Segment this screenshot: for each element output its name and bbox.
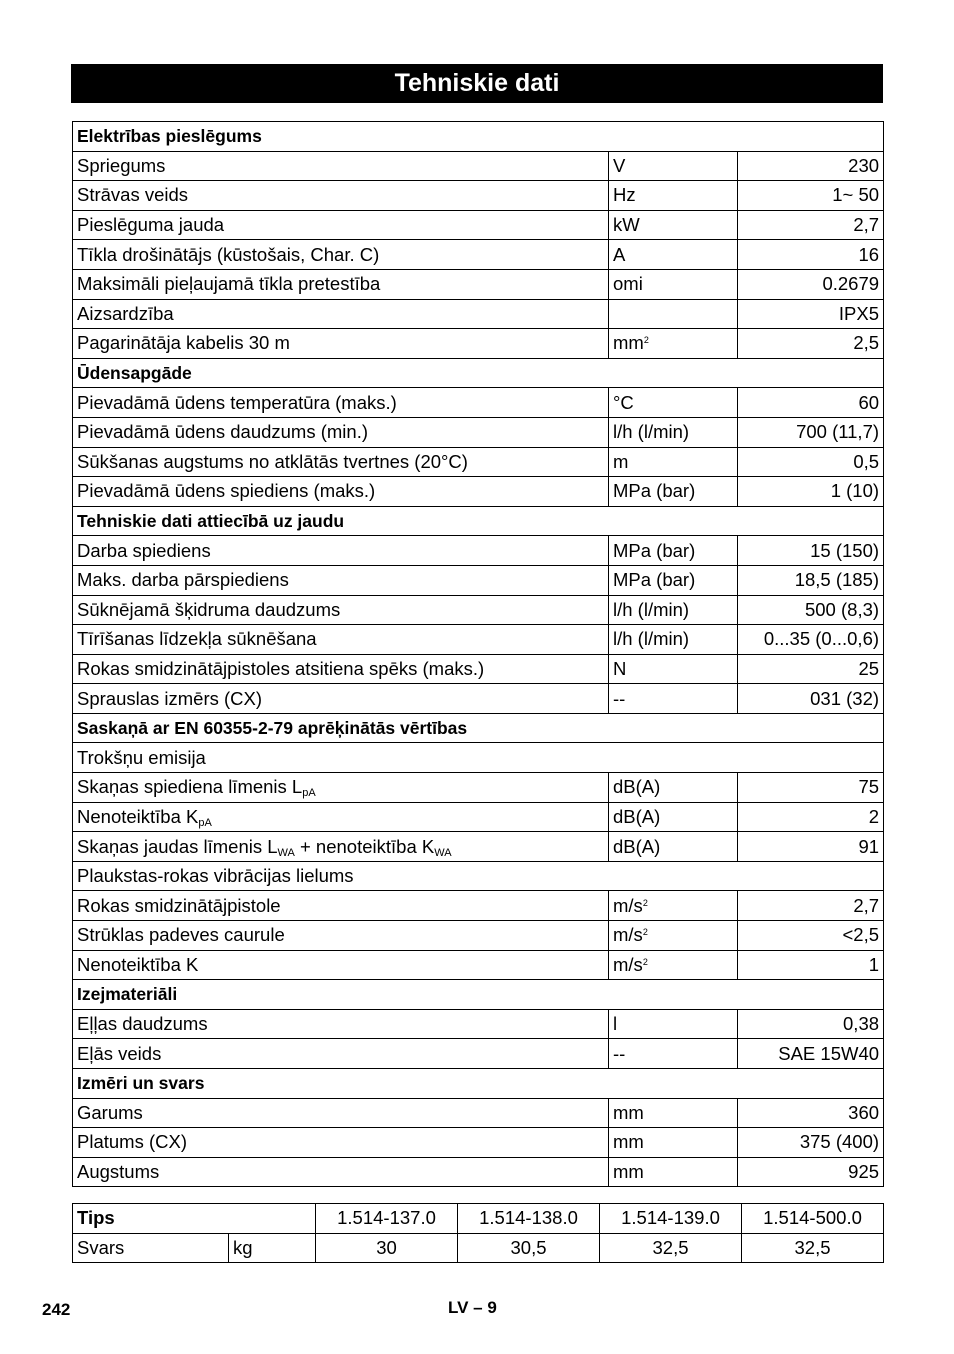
section-heading: Elektrības pieslēgums — [73, 122, 884, 152]
spec-unit — [609, 417, 738, 447]
spec-unit-text: l — [613, 1013, 618, 1035]
spec-value: 75 — [738, 773, 884, 803]
spec-unit-text: m — [613, 450, 629, 472]
spec-unit-text: -- — [613, 687, 626, 709]
spec-label — [73, 151, 609, 181]
spec-unit — [609, 595, 738, 625]
type-code: 1.514-138.0 — [458, 1204, 600, 1234]
spec-label — [73, 240, 609, 270]
section-row — [73, 980, 884, 1010]
type-table — [72, 1203, 884, 1263]
spec-row — [73, 921, 884, 951]
spec-unit-text: m/s — [613, 953, 643, 975]
spec-unit-text: -- — [613, 1042, 626, 1064]
spec-label-text: Pievadāmā ūdens temperatūra (maks.) — [77, 391, 397, 413]
spec-row — [73, 773, 884, 803]
spec-row — [73, 832, 884, 862]
spec-row — [73, 654, 884, 684]
spec-value: 700 (11,7) — [738, 417, 884, 447]
spec-label — [73, 832, 609, 862]
spec-label — [73, 802, 609, 832]
spec-value: 230 — [738, 151, 884, 181]
spec-label-tail-subscript: WA — [434, 846, 452, 859]
spec-unit-text: MPa (bar) — [613, 569, 696, 591]
spec-label — [73, 891, 609, 921]
spec-value: 0,5 — [738, 447, 884, 477]
spec-row — [73, 802, 884, 832]
spec-unit — [609, 565, 738, 595]
spec-label-text: Eļās veids — [77, 1042, 162, 1064]
spec-value: 16 — [738, 240, 884, 270]
spec-value: 031 (32) — [738, 684, 884, 714]
section-heading: Tehniskie dati attiecībā uz jaudu — [73, 506, 884, 536]
spec-label-text: Strāvas veids — [77, 184, 189, 206]
spec-label-text: Eļļas daudzums — [77, 1013, 208, 1035]
spec-unit — [609, 832, 738, 862]
spec-label — [73, 1128, 609, 1158]
spec-label — [73, 388, 609, 418]
spec-row — [73, 477, 884, 507]
spec-value: 2 — [738, 802, 884, 832]
spec-label — [73, 181, 609, 211]
spec-row — [73, 536, 884, 566]
spec-unit — [609, 1128, 738, 1158]
spec-value: 925 — [738, 1157, 884, 1187]
weight-unit: kg — [229, 1233, 316, 1263]
page-language-index: LV – 9 — [448, 1298, 497, 1317]
spec-label — [73, 625, 609, 655]
spec-label-text: Pievadāmā ūdens daudzums (min.) — [77, 421, 369, 443]
spec-label — [73, 654, 609, 684]
spec-unit — [609, 654, 738, 684]
section-row — [73, 1069, 884, 1099]
spec-unit — [609, 950, 738, 980]
subsection-heading: Trokšņu emisija — [73, 743, 884, 773]
spec-unit — [609, 1009, 738, 1039]
spec-unit-text: mm — [613, 1101, 644, 1123]
spec-value: 0.2679 — [738, 269, 884, 299]
spec-label-text: Pieslēguma jauda — [77, 214, 225, 236]
spec-row — [73, 210, 884, 240]
section-heading: Saskaņā ar EN 60355-2-79 aprēķinātās vērtības — [73, 713, 884, 743]
section-heading: Izmēri un svars — [73, 1069, 884, 1099]
spec-label-text: Platums (CX) — [77, 1131, 187, 1153]
spec-label — [73, 477, 609, 507]
spec-value: 0...35 (0...0,6) — [738, 625, 884, 655]
spec-unit-text: dB(A) — [613, 805, 661, 827]
spec-unit-text: omi — [613, 273, 643, 295]
spec-row — [73, 1009, 884, 1039]
spec-label-text: Aizsardzība — [77, 302, 174, 324]
weight-value: 32,5 — [600, 1233, 742, 1263]
spec-label — [73, 210, 609, 240]
spec-value: 60 — [738, 388, 884, 418]
spec-label-text: Nenoteiktība K — [77, 805, 199, 827]
spec-unit-superscript: 2 — [642, 897, 648, 908]
spec-unit-superscript: 2 — [642, 927, 648, 938]
spec-label-text: Rokas smidzinātājpistole — [77, 894, 281, 916]
spec-row — [73, 299, 884, 329]
section-row — [73, 506, 884, 536]
spec-unit-text: MPa (bar) — [613, 539, 696, 561]
spec-label-subscript: WA — [277, 846, 295, 859]
spec-unit-text: Hz — [613, 184, 636, 206]
spec-unit — [609, 151, 738, 181]
spec-label-text: Tīkla drošinātājs (kūstošais, Char. C) — [77, 243, 380, 265]
spec-label-text: Spriegums — [77, 154, 166, 176]
spec-unit-text: m/s — [613, 924, 643, 946]
spec-value: 18,5 (185) — [738, 565, 884, 595]
spec-label-text: Maksimāli pieļaujamā tīkla pretestība — [77, 273, 381, 295]
spec-label-text: Sprauslas izmērs (CX) — [77, 687, 263, 709]
spec-value: 375 (400) — [738, 1128, 884, 1158]
spec-unit — [609, 891, 738, 921]
spec-value: 0,38 — [738, 1009, 884, 1039]
spec-unit-text: °C — [613, 391, 634, 413]
spec-label — [73, 447, 609, 477]
spec-label — [73, 1009, 609, 1039]
weight-value: 30,5 — [458, 1233, 600, 1263]
spec-label — [73, 1039, 609, 1069]
spec-label — [73, 1098, 609, 1128]
spec-label-subscript: pA — [302, 787, 316, 800]
type-header-row — [73, 1204, 884, 1234]
spec-unit-text: mm — [613, 1131, 644, 1153]
spec-label — [73, 684, 609, 714]
spec-row — [73, 625, 884, 655]
spec-value: 500 (8,3) — [738, 595, 884, 625]
spec-value: 1 (10) — [738, 477, 884, 507]
section-heading: Izejmateriāli — [73, 980, 884, 1010]
spec-label-text: Skaņas jaudas līmenis L — [77, 835, 278, 857]
weight-value: 32,5 — [742, 1233, 884, 1263]
spec-unit — [609, 181, 738, 211]
spec-unit — [609, 299, 738, 329]
spec-unit-text: A — [613, 243, 626, 265]
spec-label-text: Nenoteiktība K — [77, 953, 199, 975]
spec-unit — [609, 210, 738, 240]
spec-unit — [609, 329, 738, 359]
spec-value: <2,5 — [738, 921, 884, 951]
spec-unit-text: dB(A) — [613, 776, 661, 798]
spec-row — [73, 1128, 884, 1158]
subsection-heading: Plaukstas-rokas vibrācijas lielums — [73, 861, 884, 891]
subhead-row — [73, 743, 884, 773]
section-heading: Ūdensapgāde — [73, 358, 884, 388]
spec-row — [73, 684, 884, 714]
spec-row — [73, 240, 884, 270]
spec-label — [73, 1157, 609, 1187]
spec-row — [73, 1157, 884, 1187]
spec-row — [73, 181, 884, 211]
spec-unit — [609, 447, 738, 477]
spec-row — [73, 151, 884, 181]
spec-unit — [609, 1098, 738, 1128]
spec-row — [73, 417, 884, 447]
spec-row — [73, 565, 884, 595]
spec-row — [73, 1098, 884, 1128]
spec-unit-text: m/s — [613, 894, 643, 916]
spec-unit-text: mm — [613, 1161, 644, 1183]
spec-unit — [609, 388, 738, 418]
spec-unit-superscript: 2 — [643, 335, 649, 346]
spec-unit — [609, 1039, 738, 1069]
type-code: 1.514-137.0 — [316, 1204, 458, 1234]
spec-value: 1 — [738, 950, 884, 980]
spec-unit — [609, 477, 738, 507]
spec-value: 2,7 — [738, 210, 884, 240]
spec-unit-text: kW — [613, 214, 640, 236]
spec-row — [73, 891, 884, 921]
spec-value: 360 — [738, 1098, 884, 1128]
spec-unit — [609, 625, 738, 655]
spec-label-text: Tīrīšanas līdzekļa sūknēšana — [77, 628, 317, 650]
spec-unit-text: V — [613, 154, 626, 176]
spec-unit-superscript: 2 — [642, 956, 648, 967]
spec-value: 91 — [738, 832, 884, 862]
spec-label — [73, 565, 609, 595]
spec-label-text: Darba spiediens — [77, 539, 211, 561]
spec-label-text: Sūknējamā šķidruma daudzums — [77, 598, 341, 620]
spec-label-text: Pievadāmā ūdens spiediens (maks.) — [77, 480, 376, 502]
type-header-label: Tips — [73, 1204, 316, 1234]
spec-row — [73, 269, 884, 299]
spec-value: 15 (150) — [738, 536, 884, 566]
spec-table — [72, 121, 884, 1187]
section-row — [73, 713, 884, 743]
spec-row — [73, 1039, 884, 1069]
spec-label — [73, 329, 609, 359]
spec-unit-text: N — [613, 657, 627, 679]
page-title: Tehniskie dati — [71, 64, 883, 103]
type-code: 1.514-500.0 — [742, 1204, 884, 1234]
subhead-row — [73, 861, 884, 891]
spec-row — [73, 329, 884, 359]
spec-unit — [609, 240, 738, 270]
spec-label-text: Maks. darba pārspiediens — [77, 569, 289, 591]
spec-label-text: Garums — [77, 1101, 143, 1123]
spec-label-text: Skaņas spiediena līmenis L — [77, 776, 303, 798]
spec-unit — [609, 773, 738, 803]
spec-label — [73, 299, 609, 329]
page-number: 242 — [42, 1300, 71, 1319]
spec-row — [73, 447, 884, 477]
spec-label-text: Rokas smidzinātājpistoles atsitiena spēks (maks.) — [77, 657, 485, 679]
spec-unit-text: l/h (l/min) — [613, 628, 690, 650]
spec-value: 25 — [738, 654, 884, 684]
spec-unit-text: l/h (l/min) — [613, 421, 690, 443]
weight-row — [73, 1233, 884, 1263]
spec-unit — [609, 802, 738, 832]
spec-value: 1~ 50 — [738, 181, 884, 211]
spec-unit — [609, 269, 738, 299]
spec-value: IPX5 — [738, 299, 884, 329]
spec-unit — [609, 684, 738, 714]
section-row — [73, 122, 884, 152]
spec-label — [73, 417, 609, 447]
spec-unit — [609, 536, 738, 566]
spec-label-subscript: pA — [198, 816, 212, 829]
spec-label — [73, 536, 609, 566]
section-row — [73, 358, 884, 388]
spec-unit-text: dB(A) — [613, 835, 661, 857]
spec-row — [73, 950, 884, 980]
spec-row — [73, 595, 884, 625]
spec-label-tail: + nenoteiktība K — [294, 835, 435, 857]
spec-unit — [609, 921, 738, 951]
spec-unit — [609, 1157, 738, 1187]
spec-unit-text: MPa (bar) — [613, 480, 696, 502]
spec-value: 2,7 — [738, 891, 884, 921]
spec-unit-text: mm — [613, 332, 644, 354]
spec-label-text: Strūklas padeves caurule — [77, 924, 285, 946]
weight-label: Svars — [73, 1233, 229, 1263]
type-code: 1.514-139.0 — [600, 1204, 742, 1234]
spec-label-text: Sūkšanas augstums no atklātās tvertnes (20°C) — [77, 450, 468, 472]
weight-value: 30 — [316, 1233, 458, 1263]
spec-row — [73, 388, 884, 418]
spec-label — [73, 921, 609, 951]
spec-label-text: Pagarinātāja kabelis 30 m — [77, 332, 290, 354]
spec-label — [73, 269, 609, 299]
spec-unit-text: l/h (l/min) — [613, 598, 690, 620]
spec-value: 2,5 — [738, 329, 884, 359]
spec-label — [73, 773, 609, 803]
spec-label-text: Augstums — [77, 1161, 160, 1183]
spec-label — [73, 595, 609, 625]
spec-label — [73, 950, 609, 980]
spec-value: SAE 15W40 — [738, 1039, 884, 1069]
